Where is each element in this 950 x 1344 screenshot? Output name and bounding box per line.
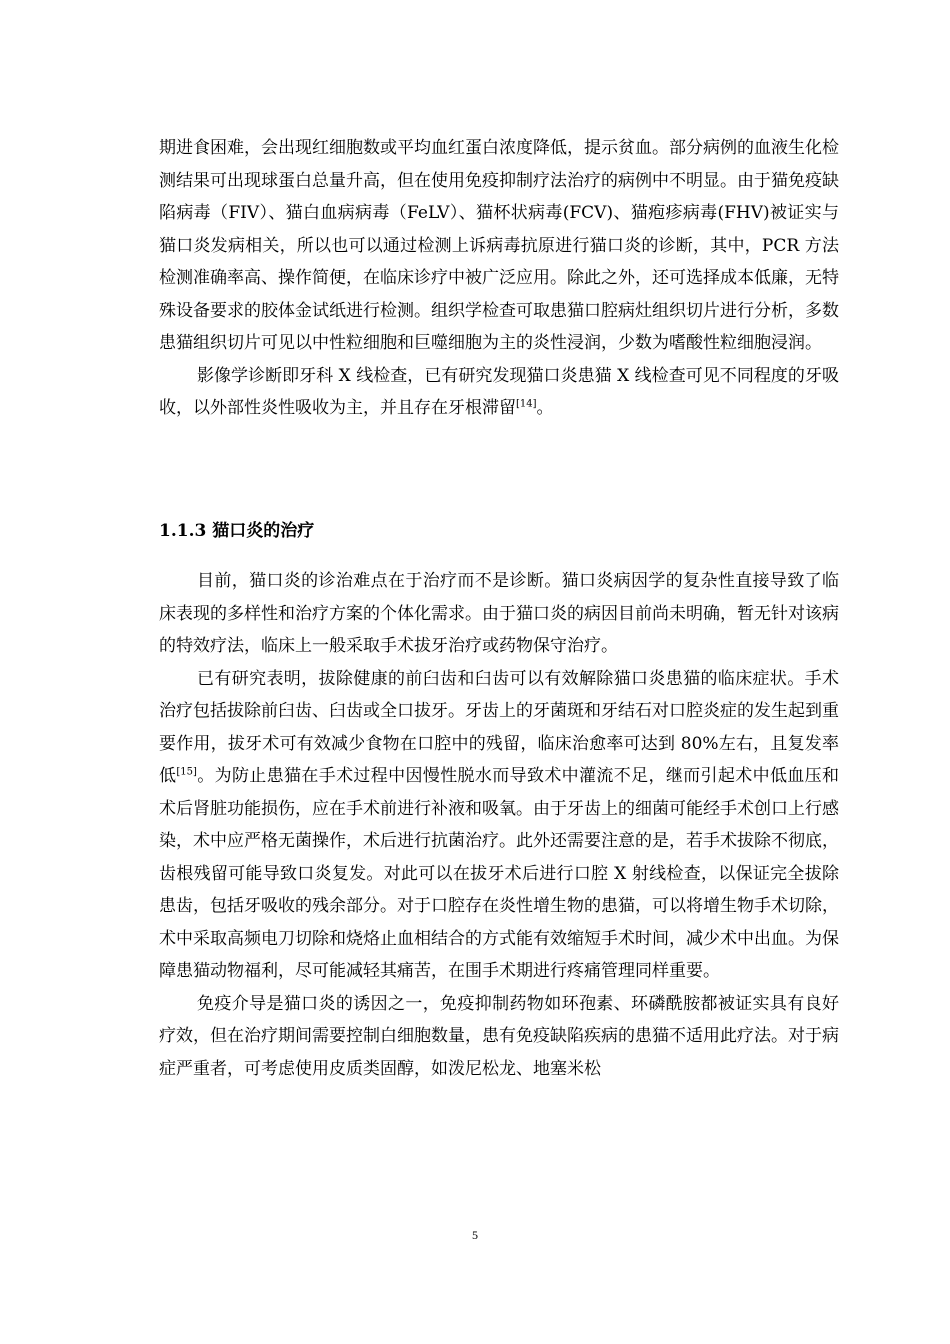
page-number: 5 (472, 1228, 478, 1242)
section-heading: 1.1.3 猫口炎的治疗 (159, 521, 315, 541)
paragraph-text: 已有研究表明，拔除健康的前臼齿和臼齿可以有效解除猫口炎患猫的临床症状。手术治疗包括拔除前臼齿、臼齿或全口拔牙。牙齿上的牙菌斑和牙结石对口腔炎症的发生起到重要作用，拔牙术可有效减少食物在口腔中的残留，临床治愈率可达到 80%左右，且复发率低 (159, 668, 839, 786)
paragraph-treatment-intro: 目前，猫口炎的诊治难点在于治疗而不是诊断。猫口炎病因学的复杂性直接导致了临床表现的多样性和治疗方案的个体化需求。由于猫口炎的病因目前尚未明确，暂无针对该病的特效疗法，临床上一般采取手术拔牙治疗或药物保守治疗。 (159, 571, 839, 656)
paragraph-diagnosis-lab: 期进食困难，会出现红细胞数或平均血红蛋白浓度降低，提示贫血。部分病例的血液生化检测结果可出现球蛋白总量升高，但在使用免疫抑制疗法治疗的病例中不明显。由于猫免疫缺陷病毒（FIV）、猫白血病病毒（FeLV）、猫杯状病毒(FCV)、猫疱疹病毒(FHV)被证实与猫口炎发病相关，所以也可以通过检测上诉病毒抗原进行猫口炎的诊断，其中，PCR 方法检测准确率高、操作简便，在临床诊疗中被广泛应用。除此之外，还可选择成本低廉，无特殊设备要求的胶体金试纸进行检测。组织学检查可取患猫口腔病灶组织切片进行分析，多数患猫组织切片可见以中性粒细胞和巨噬细胞为主的炎性浸润，少数为嗜酸性粒细胞浸润。 (159, 138, 839, 353)
body-text-lower (159, 565, 839, 1085)
paragraph-text: 影像学诊断即牙科 X 线检查，已有研究发现猫口炎患猫 X 线检查可见不同程度的牙吸收，以外部性炎性吸收为主，并且存在牙根滞留 (159, 365, 839, 418)
citation-ref[interactable]: [15] (176, 766, 197, 778)
paragraph-immunosuppression: 免疫介导是猫口炎的诱因之一，免疫抑制药物如环孢素、环磷酰胺都被证实具有良好疗效，但在治疗期间需要控制白细胞数量，患有免疫缺陷疾病的患猫不适用此疗法。对于病症严重者，可考虑使用皮质类固醇，如泼尼松龙、地塞米松 (159, 993, 839, 1079)
paragraph-diagnosis-imaging (159, 360, 839, 425)
paragraph-end: 。 (536, 398, 554, 418)
body-text-upper (159, 132, 839, 425)
citation-ref[interactable]: [14] (516, 398, 537, 410)
paragraph-text-continued: 。为防止患猫在手术过程中因慢性脱水而导致术中灌流不足，继而引起术中低血压和术后肾脏功能损伤，应在手术前进行补液和吸氧。由于牙齿上的细菌可能经手术创口上行感染，术中应严格无菌操作，术后进行抗菌治疗。此外还需要注意的是，若手术拔除不彻底，齿根残留可能导致口炎复发。对此可以在拔牙术后进行口腔 X 射线检查，以保证完全拔除患齿，包括牙吸收的残余部分。对于口腔存在炎性增生物的患猫，可以将增生物手术切除，术中采取高频电刀切除和烧烙止血相结合的方式能有效缩短手术时间，减少术中出血。为保障患猫动物福利，尽可能减轻其痛苦，在围手术期进行疼痛管理同样重要。 (159, 766, 840, 981)
paragraph-surgery (159, 663, 839, 988)
